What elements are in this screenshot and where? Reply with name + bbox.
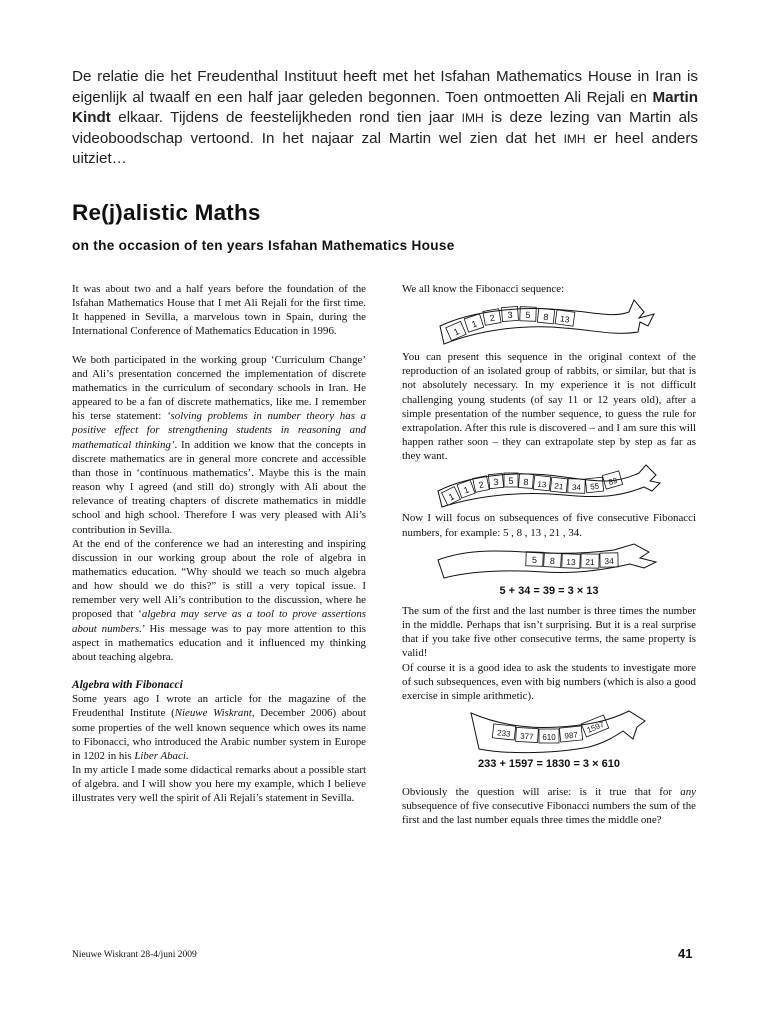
ribbon-number: 1 xyxy=(470,318,479,330)
ribbon-number: 5 xyxy=(531,554,538,565)
ribbon-number: 89 xyxy=(607,476,619,488)
paragraph-intro: It was about two and a half years before the foundation of the Isfahan Mathematics House that I met Ali Rejali for the first time. It happened in Sevilla, a marvelous town in Spain, during the International Conference of Mathematics Education in 1996. xyxy=(72,283,366,338)
left-column xyxy=(72,282,366,805)
paragraph-surprise: The sum of the first and the last number is three times the number in the middle. Perhaps that isn’t surprising. But it is a real surprise that if you take five other consecutive terms, the same property is valid! xyxy=(402,604,696,660)
article-title: Re(j)alistic Maths xyxy=(72,200,261,225)
paragraph-article xyxy=(72,692,366,763)
ribbon-number: 55 xyxy=(589,481,600,492)
ribbon-number: 377 xyxy=(520,731,534,742)
ribbon-number: 5 xyxy=(525,310,531,321)
paragraph-working-group-text-1: We both participated in the working group ‘Curriculum Change’ and Ali’s presentation concerned the implementation of discrete mathematics in the curriculum of secondary schools in Iran. He appeared to be a fan of discrete mathematics, like me. I remember his terse statement: xyxy=(72,353,366,423)
paragraph-question xyxy=(402,785,696,827)
intro-text-3: is deze lezing van Martin als videoboodschap vertoond. In het najaar zal Martin wel zien dat het xyxy=(72,109,699,147)
intro-text-2: elkaar. Tijdens de feestelijkheden rond tien jaar xyxy=(110,109,462,127)
paragraph-conference-text-1: At the end of the conference we had an interesting and inspiring discussion in our working group about the role of algebra in mathematics education. “Why should we teach so much algebra and how should we do this?” is still a very topical issue. I remember very well Ali’s contribution to the discussion, where he proposed that ‘ xyxy=(72,537,366,621)
ribbon-figure-4 xyxy=(449,703,649,757)
ribbon-number: 8 xyxy=(523,477,529,488)
ribbon-number: 987 xyxy=(564,730,579,741)
paragraph-didactical: In my article I made some didactical remarks about a possible start of algebra. and I will show you here my example, which I believe illustrates very well the spirit of Ali Rejali’s statement in Sevilla. xyxy=(72,764,366,805)
ribbon-number: 2 xyxy=(488,312,496,324)
ribbon-number: 13 xyxy=(559,313,571,325)
article-subtitle: on the occasion of ten years Isfahan Mathematics House xyxy=(72,238,455,253)
ribbon-number: 610 xyxy=(542,732,556,742)
paragraph-conference-text-2: ’ His message was to pay more attention to this aspect in mathematics education and it influenced my thinking about teaching algebra. xyxy=(72,622,366,663)
ribbon-number: 13 xyxy=(566,556,576,567)
paragraph-question-text-1: Obviously the question will arise: is it true that for xyxy=(402,786,681,799)
intro-author-name: Martin Kindt xyxy=(72,88,698,127)
ribbon-number: 21 xyxy=(585,556,595,567)
ribbon-1-cells xyxy=(446,307,575,341)
page-number: 41 xyxy=(678,946,693,961)
quote-algebra-tool: algebra may serve as a tool to prove assertions about numbers. xyxy=(72,608,367,635)
ribbon-number: 21 xyxy=(553,481,564,492)
ribbon-4-cells xyxy=(492,715,608,743)
paragraph-conference xyxy=(72,537,366,664)
paragraph-article-text-1: Some years ago I wrote an article for the magazine of the Freudenthal Institute ( xyxy=(72,693,366,720)
paragraph-working-group xyxy=(72,353,366,537)
formula-example-1: 5 + 34 = 39 = 3 × 13 xyxy=(499,584,599,597)
quote-number-theory: ‘solving problems in number theory has a positive effect for strengthening students in reasoning and mathematical thinking’ xyxy=(72,410,366,451)
intro-text-4: er heel anders uitziet… xyxy=(72,129,698,168)
ribbon-number: 1597 xyxy=(585,719,606,735)
ribbon-number: 3 xyxy=(507,309,513,321)
ribbon-figure-1 xyxy=(434,296,664,350)
emphasis-any: any xyxy=(680,786,696,799)
book-title: Liber Abaci xyxy=(134,749,186,762)
intro-paragraph xyxy=(72,67,698,170)
ribbon-figure-2 xyxy=(434,463,664,511)
ribbon-number: 233 xyxy=(496,728,511,739)
paragraph-investigate: Of course it is a good idea to ask the students to investigate more of such subsequences, even with big numbers (which is also a good exercise in simple arithmetic). xyxy=(402,661,696,702)
ribbon-number: 1 xyxy=(452,326,461,338)
ribbon-number: 8 xyxy=(549,555,556,566)
ribbon-number: 34 xyxy=(571,483,582,493)
ribbon-figure-3 xyxy=(434,540,664,584)
right-column xyxy=(402,282,696,828)
paragraph-subsequences: Now I will focus on subsequences of five consecutive Fibonacci numbers, for example: 5 , 8 , 13 , 21 , 34. xyxy=(402,512,696,539)
paragraph-rabbits: You can present this sequence in the original context of the reproduction of an isolated group of rabbits, or similar, but that is not absolutely necessary. In my experience it is not difficult challenging young students (of say 11 or 12 years old), after a simple presentation of the number sequence, to guess the rule for extrapolation. After this rule is discovered – and I am sure this will happen rather soon – they can extrapolate step by step as far as they want. xyxy=(402,351,696,463)
paragraph-fibonacci-intro: We all know the Fibonacci sequence: xyxy=(402,283,565,295)
ribbon-3-cells xyxy=(526,551,618,568)
ribbon-number: 13 xyxy=(536,479,547,490)
footer-publication: Nieuwe Wiskrant 28-4/juni 2009 xyxy=(72,950,197,960)
ribbon-number: 1 xyxy=(446,491,456,503)
section-heading-fibonacci: Algebra with Fibonacci xyxy=(72,679,183,692)
ribbon-number: 3 xyxy=(493,477,500,488)
intro-imh-2: IMH xyxy=(563,131,586,146)
formula-example-2: 233 + 1597 = 1830 = 3 × 610 xyxy=(478,757,620,770)
paragraph-working-group-text-2: . In addition we know that the concepts in discrete mathematics are in general more concrete and accessible than those in ‘continuous mathematics’. Maybe this is the main reason why I agreed (and still do) strongly with Ali about the relevance of treating chapters of discrete mathematics in middle school and high school. Therefore I was very pleased with Ali’s contribution in Sevilla. xyxy=(72,438,366,536)
ribbon-number: 1 xyxy=(462,484,471,496)
paragraph-article-text-2: , December 2006) about some properties of the well known sequence which owes its name to Fibonacci, who introduced the Arabic number system in Europe in 1202 in his xyxy=(72,707,366,762)
intro-imh-1: IMH xyxy=(461,111,484,126)
ribbon-number: 2 xyxy=(477,479,485,491)
paragraph-question-text-2: subsequence of five consecutive Fibonacci numbers the sum of the first and the last number equals three times the middle one? xyxy=(402,800,696,827)
magazine-name: Nieuwe Wiskrant xyxy=(174,707,252,720)
ribbon-number: 8 xyxy=(542,311,549,323)
paragraph-article-text-3: . xyxy=(185,749,189,762)
ribbon-number: 5 xyxy=(508,476,514,487)
intro-text-1: De relatie die het Freudenthal Instituut heeft met het Isfahan Mathematics House in Iran is eigenlijk al twaalf en een half jaar geleden begonnen. Toen ontmoetten Ali Rejali en xyxy=(72,68,698,106)
ribbon-number: 34 xyxy=(604,555,614,566)
